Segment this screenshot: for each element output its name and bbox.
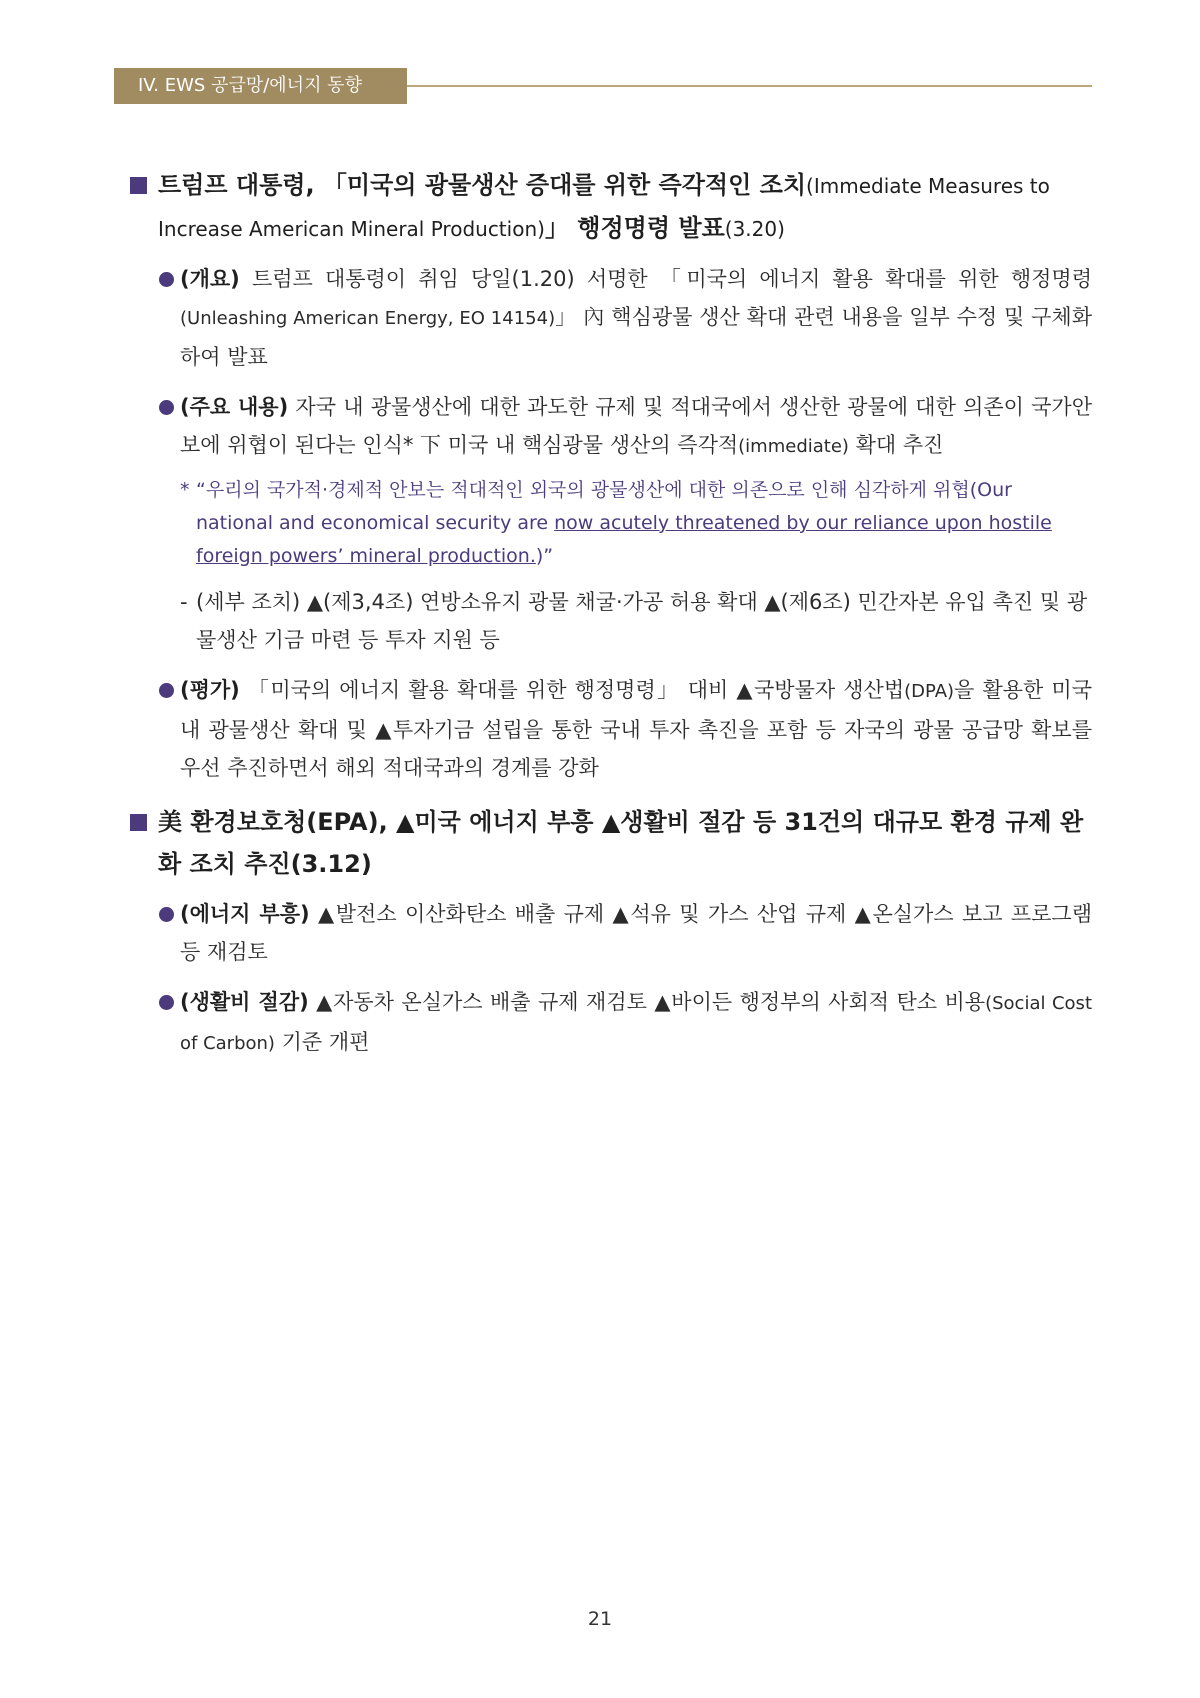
- bullet-label: (생활비 절감): [180, 990, 309, 1014]
- bullet-label: (개요): [180, 267, 240, 291]
- bullet-text: ▲발전소 이산화탄소 배출 규제 ▲석유 및 가스 산업 규제 ▲온실가스 보고 프로그램 등 재검토: [180, 902, 1093, 964]
- bullet-label: (주요 내용): [180, 395, 289, 419]
- square-bullet-icon: [130, 801, 158, 885]
- bullet-cost-reduction: [158, 983, 1092, 1063]
- circle-bullet-icon: [158, 895, 180, 971]
- header-divider: [407, 85, 1092, 87]
- bullet-overview: [158, 260, 1092, 376]
- section-header-text: IV. EWS 공급망/에너지 동향: [138, 75, 362, 96]
- page-content: [130, 164, 1092, 1075]
- heading-text: 美 환경보호청(EPA), ▲미국 에너지 부흥 ▲생활비 절감 등 31건의 대규모 환경 규제 완화 조치 추진(3.12): [158, 808, 1084, 878]
- bullet-main-content: [158, 388, 1092, 466]
- bullet-text-cont: 기준 개편: [274, 1030, 370, 1054]
- bullet-text: 트럼프 대통령이 취임 당일(1.20) 서명한 「미국의 에너지 활용 확대를 위한 행정명령: [239, 267, 1092, 291]
- page-number: 21: [587, 1608, 613, 1630]
- section-header-tag: [114, 68, 407, 104]
- heading-text-date: (3.20): [724, 217, 785, 241]
- bullet-energy-revival: [158, 895, 1092, 971]
- footnote-end: )”: [535, 545, 554, 567]
- footnote-underlined-text: now acutely threatened by our reliance upon hostile foreign powers’ mineral production.: [196, 512, 1052, 567]
- heading-text-part2: 」 행정명령 발표: [544, 214, 725, 242]
- bullet-text: 자국 내 광물생산에 대한 과도한 규제 및 적대국에서 생산한 광물에 대한 의존이 국가안보에 위협이 된다는 인식* 下 미국 내 핵심광물 생산의 즉각적: [180, 395, 1092, 457]
- sub-item-text: (세부 조치) ▲(제3,4조) 연방소유지 광물 채굴·가공 허용 확대 ▲(제6조) 민간자본 유입 촉진 및 광물생산 기금 마련 등 투자 지원 등: [196, 590, 1088, 652]
- heading-text-part1: 트럼프 대통령, 「미국의 광물생산 증대를 위한 즉각적인 조치: [158, 171, 807, 199]
- footnote-text: “우리의 국가적·경제적 안보는 적대적인 외국의 광물생산에 대한 의존으로 인해 심각하게 위협(Our national and economical security are: [196, 479, 1012, 534]
- bullet-label: (에너지 부흥): [180, 902, 310, 926]
- circle-bullet-icon: [158, 388, 180, 466]
- bullet-evaluation: [158, 671, 1092, 787]
- dash-marker: -: [180, 590, 188, 614]
- bullet-text-cont: 확대 추진: [848, 433, 944, 457]
- circle-bullet-icon: [158, 671, 180, 787]
- circle-bullet-icon: [158, 260, 180, 376]
- bullet-text-english: (immediate): [738, 436, 849, 457]
- bullet-text-english: (DPA): [904, 681, 955, 702]
- bullet-text-english: (Unleashing American Energy, EO 14154): [180, 308, 556, 329]
- heading-trump-mineral: [130, 164, 1092, 250]
- bullet-text-cont: 을 활용한 미국 내 광물생산 확대 및 ▲투자기금 설립을 통한 국내 투자 촉진을 포함 등 자국의 광물 공급망 확보를 우선 추진하면서 해외 적대국과의 경계를 강화: [180, 678, 1092, 780]
- bullet-text: 「미국의 에너지 활용 확대를 위한 행정명령」 대비 ▲국방물자 생산법: [239, 678, 905, 702]
- sub-item-detail: [180, 583, 1092, 659]
- bullet-text-cont: 」 內 핵심광물 생산 확대 관련 내용을 일부 수정 및 구체화하여 발표: [180, 305, 1092, 369]
- bullet-text-english: (Social Cost of Carbon): [180, 993, 1092, 1054]
- footnote-marker: *: [180, 479, 190, 501]
- bullet-label: (평가): [180, 678, 240, 702]
- bullet-text: ▲자동차 온실가스 배출 규제 재검토 ▲바이든 행정부의 사회적 탄소 비용: [308, 990, 986, 1014]
- heading-epa: [130, 801, 1092, 885]
- square-bullet-icon: [130, 164, 158, 250]
- footnote-quote: [180, 474, 1092, 573]
- circle-bullet-icon: [158, 983, 180, 1063]
- heading-text-english: (Immediate Measures to Increase American Mineral Production): [158, 174, 1050, 241]
